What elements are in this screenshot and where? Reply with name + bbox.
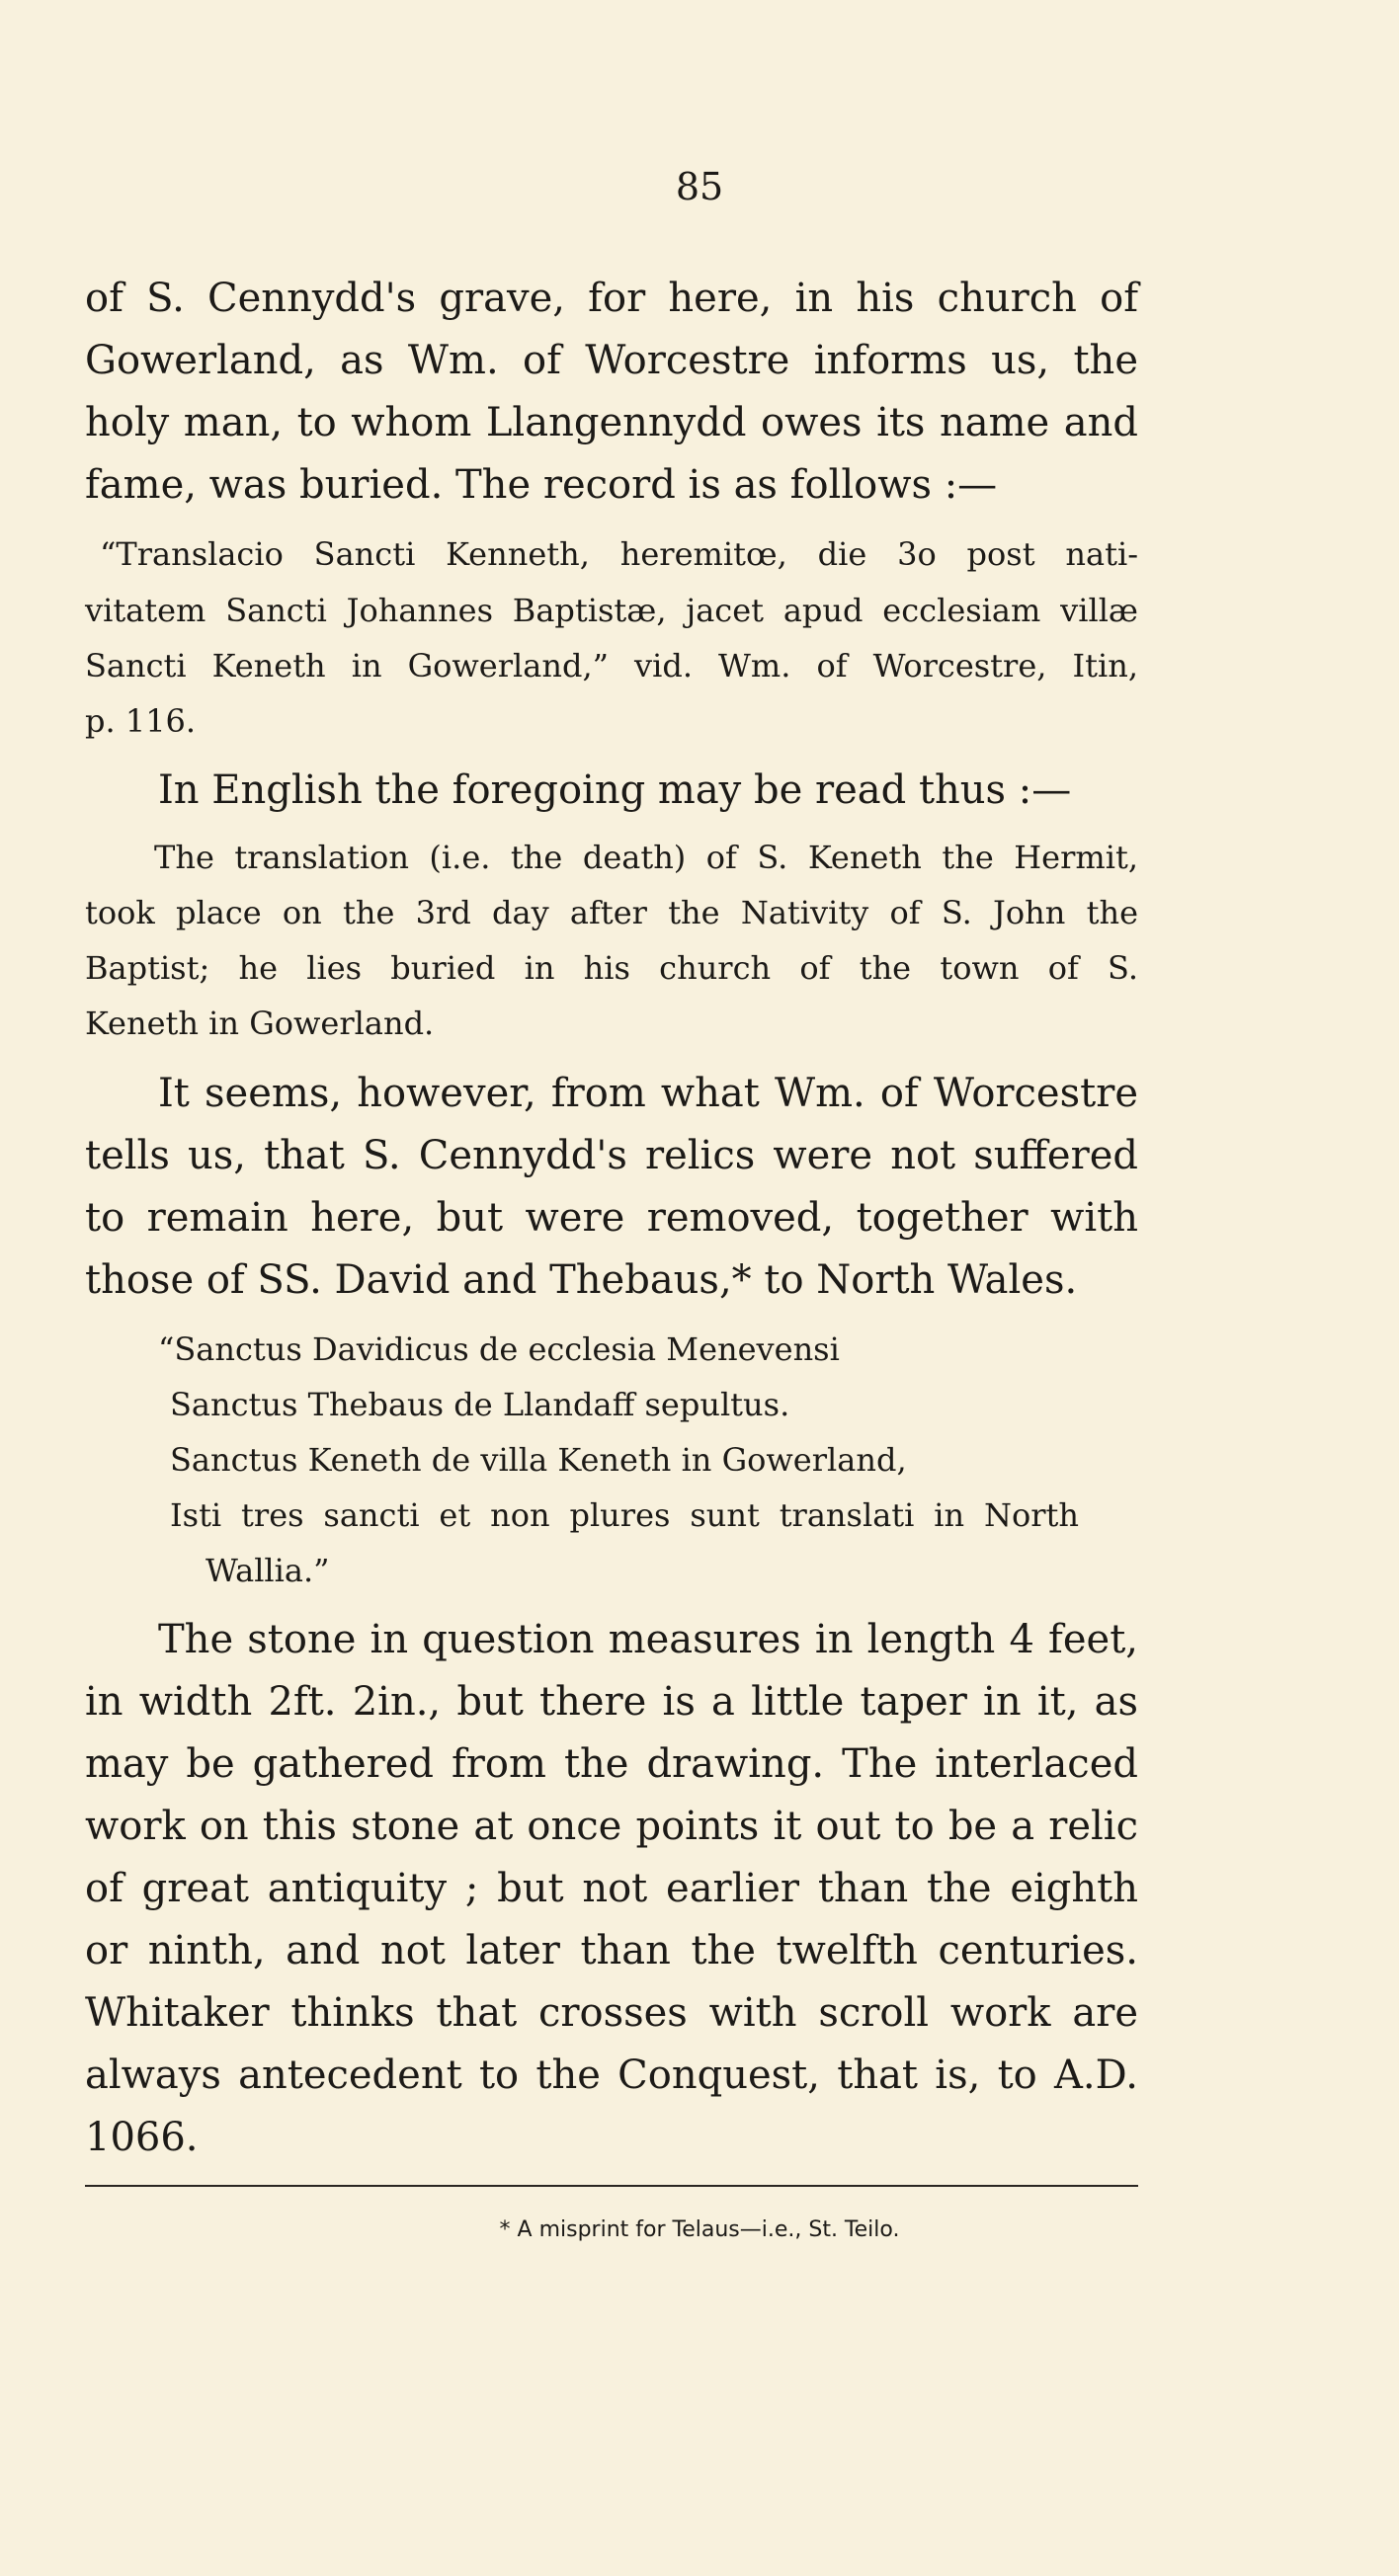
footnote: * A misprint for Telaus—i.e., St. Teilo. — [499, 2217, 900, 2242]
paragraph-4-line: work on this stone at once points it out to be a relic — [85, 1804, 1138, 1849]
paragraph-4-line: of great antiquity ; but not earlier than the eighth — [85, 1866, 1138, 1911]
translation-line: took place on the 3rd day after the Nativity of S. John the — [85, 894, 1138, 931]
quote-1-line: p. 116. — [85, 702, 197, 740]
quote-1-line: Sancti Keneth in Gowerland,” vid. Wm. of Worcestre, Itin, — [85, 647, 1138, 684]
paragraph-4-line: The stone in question measures in length 4 feet, — [158, 1617, 1138, 1662]
paragraph-4-line: or ninth, and not later than the twelfth centuries. — [85, 1928, 1138, 1973]
quote-2-line: “Sanctus Davidicus de ecclesia Menevensi — [158, 1330, 840, 1368]
quote-2-line: Sanctus Keneth de villa Keneth in Gowerland, — [170, 1441, 907, 1479]
paragraph-1-line: Gowerland, as Wm. of Worcestre informs us, the — [85, 338, 1138, 383]
quote-2-line: Wallia.” — [206, 1552, 330, 1589]
quote-1-line: vitatem Sancti Johannes Baptistæ, jacet apud ecclesiam villæ — [85, 592, 1138, 629]
paragraph-1-line: holy man, to whom Llangennydd owes its name and — [85, 400, 1138, 445]
translation-line: Keneth in Gowerland. — [85, 1005, 435, 1042]
quote-2-line: Sanctus Thebaus de Llandaff sepultus. — [170, 1386, 790, 1423]
paragraph-3-line: to remain here, but were removed, together with — [85, 1195, 1138, 1241]
paragraph-4-line: Whitaker thinks that crosses with scroll work are — [85, 1990, 1138, 2036]
paragraph-4-line: 1066. — [85, 2115, 199, 2160]
footnote-divider — [85, 2185, 1138, 2187]
paragraph-4-line: in width 2ft. 2in., but there is a little taper in it, as — [85, 1679, 1138, 1725]
paragraph-2-line: In English the foregoing may be read thus :— — [158, 767, 1072, 813]
paragraph-1-line: fame, was buried. The record is as follows :— — [85, 462, 998, 508]
translation-line: Baptist; he lies buried in his church of the town of S. — [85, 949, 1138, 987]
paragraph-4-line: always antecedent to the Conquest, that is, to A.D. — [85, 2053, 1138, 2098]
quote-2-line: Isti tres sancti et non plures sunt translati in North — [170, 1496, 1079, 1534]
paragraph-4-line: may be gathered from the drawing. The interlaced — [85, 1741, 1138, 1787]
quote-1-line: “Translacio Sancti Kenneth, heremitœ, die 3o post nati- — [100, 535, 1138, 573]
paragraph-1-line: of S. Cennydd's grave, for here, in his church of — [85, 276, 1138, 321]
paragraph-3-line: tells us, that S. Cennydd's relics were not suffered — [85, 1133, 1138, 1178]
translation-line: The translation (i.e. the death) of S. Keneth the Hermit, — [154, 839, 1138, 876]
page-number: 85 — [675, 165, 724, 208]
paragraph-3-line: those of SS. David and Thebaus,* to North Wales. — [85, 1257, 1078, 1303]
paragraph-3-line: It seems, however, from what Wm. of Worcestre — [158, 1071, 1138, 1116]
